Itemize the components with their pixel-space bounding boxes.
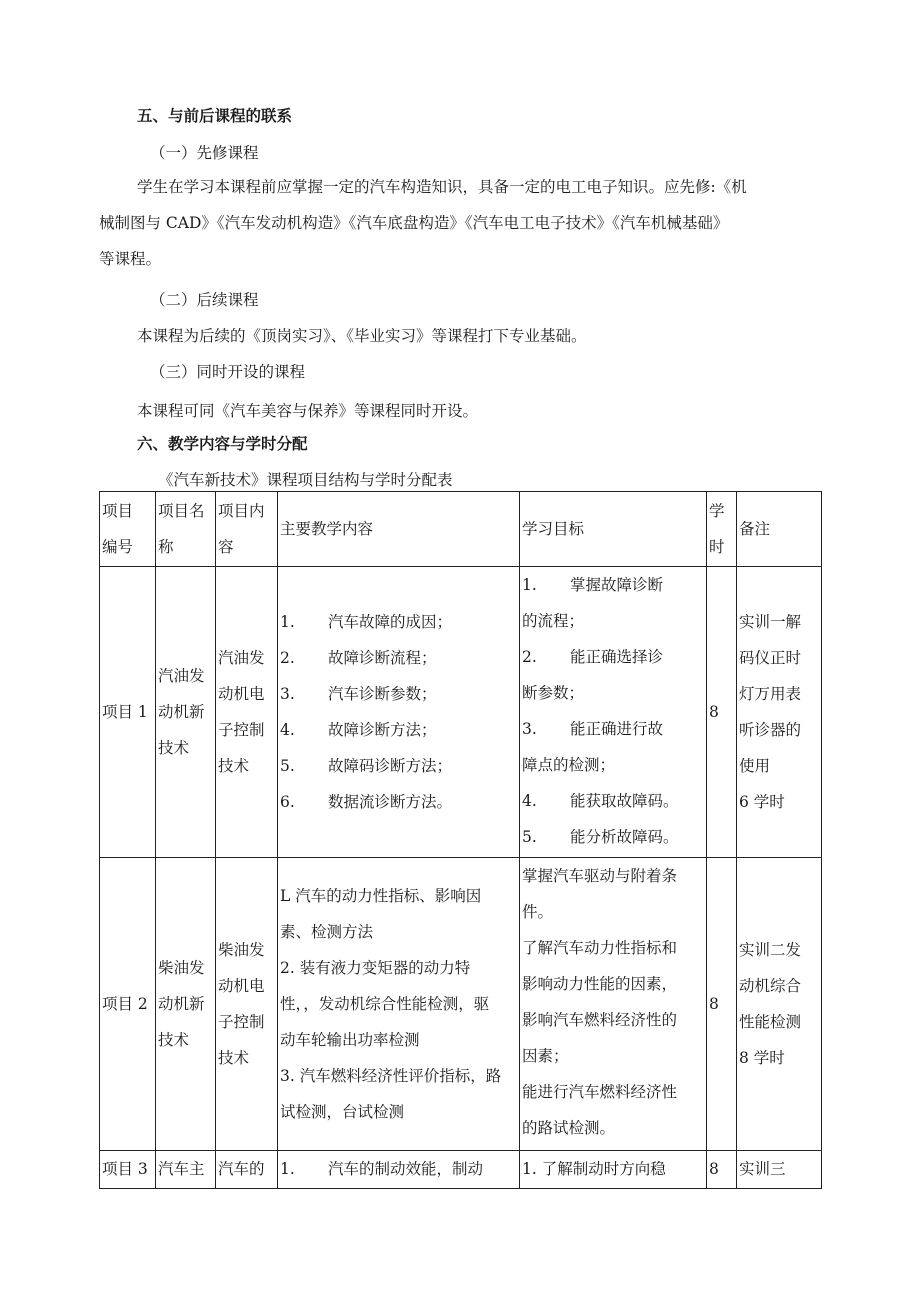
row2-main: L 汽车的动力性指标、影响因 素、检测方法 2. 装有液力变矩器的动力特 性，，发动机综合性能检测，驱 动车轮输出功率检测 3. 汽车燃料经济性评价指标，路 试检测，台试检测 <box>278 858 520 1151</box>
concurrent-title: （三）同时开设的课程 <box>150 363 306 381</box>
followup-title: （二）后续课程 <box>150 291 259 309</box>
row3-id: 项目 3 <box>100 1151 156 1189</box>
row2-remark: 实训二发 动机综合 性能检测 8 学时 <box>737 858 822 1151</box>
table-row <box>100 858 822 1151</box>
table-row <box>100 567 822 858</box>
followup-text: 本课程为后续的《顶岗实习》、《毕业实习》等课程打下专业基础。 <box>137 327 587 345</box>
row1-main: 1. 汽车故障的成因； 2. 故障诊断流程； 3. 汽车诊断参数； 4. 故障诊断方法； 5. 故障码诊断方法； 6. 数据流诊断方法。 <box>278 567 520 858</box>
row1-hours: 8 <box>707 567 737 858</box>
course-table <box>99 491 822 1189</box>
prereq-text-line-2: 械制图与 CAD》《汽车发动机构造》《汽车底盘构造》《汽车电工电子技术》《汽车机械基础》 <box>99 214 729 232</box>
row3-content: 汽车的 <box>216 1151 278 1189</box>
header-col-goals: 学习目标 <box>520 492 707 567</box>
header-col-content: 项目内 容 <box>216 492 278 567</box>
row1-remark: 实训一解 码仪正时 灯万用表 听诊器的 使用 6 学时 <box>737 567 822 858</box>
row1-content: 汽油发 动机电 子控制 技术 <box>216 567 278 858</box>
row2-hours: 8 <box>707 858 737 1151</box>
row1-name: 汽油发 动机新 技术 <box>156 567 216 858</box>
section6-heading: 六、教学内容与学时分配 <box>137 435 308 453</box>
row2-content: 柴油发 动机电 子控制 技术 <box>216 858 278 1151</box>
row2-goals: 掌握汽车驱动与附着条 件。 了解汽车动力性指标和 影响动力性能的因素， 影响汽车燃料经济性的 因素； 能进行汽车燃料经济性 的路试检测。 <box>520 858 707 1151</box>
row3-name: 汽车主 <box>156 1151 216 1189</box>
row2-id: 项目 2 <box>100 858 156 1151</box>
row3-goal: 1. 了解制动时方向稳 <box>520 1151 707 1189</box>
row2-name: 柴油发 动机新 技术 <box>156 858 216 1151</box>
header-col-main: 主要教学内容 <box>278 492 520 567</box>
row3-main: 1. 汽车的制动效能，制动 <box>278 1151 520 1189</box>
row1-goals: 1. 掌握故障诊断 的流程； 2. 能正确选择诊 断参数； 3. 能正确进行故 障点的检测； 4. 能获取故障码。 5. 能分析故障码。 <box>520 567 707 858</box>
concurrent-text: 本课程可同《汽车美容与保养》等课程同时开设。 <box>137 402 479 420</box>
header-col-remark: 备注 <box>737 492 822 567</box>
row3-hours: 8 <box>707 1151 737 1189</box>
prereq-title: （一）先修课程 <box>150 144 259 162</box>
prereq-text-line-1: 学生在学习本课程前应掌握一定的汽车构造知识，具备一定的电工电子知识。应先修:《机 <box>137 178 747 196</box>
section5-heading: 五、与前后课程的联系 <box>137 107 293 125</box>
header-col-name: 项目名 称 <box>156 492 216 567</box>
table-header-row <box>100 492 822 567</box>
header-col-id: 项目 编号 <box>100 492 156 567</box>
row3-remark: 实训三 <box>737 1151 822 1189</box>
table-caption: 《汽车新技术》课程项目结构与学时分配表 <box>158 471 453 489</box>
header-col-hours: 学 时 <box>707 492 737 567</box>
table-row <box>100 1151 822 1189</box>
prereq-text-line-3: 等课程。 <box>99 250 162 268</box>
row1-id: 项目 1 <box>100 567 156 858</box>
